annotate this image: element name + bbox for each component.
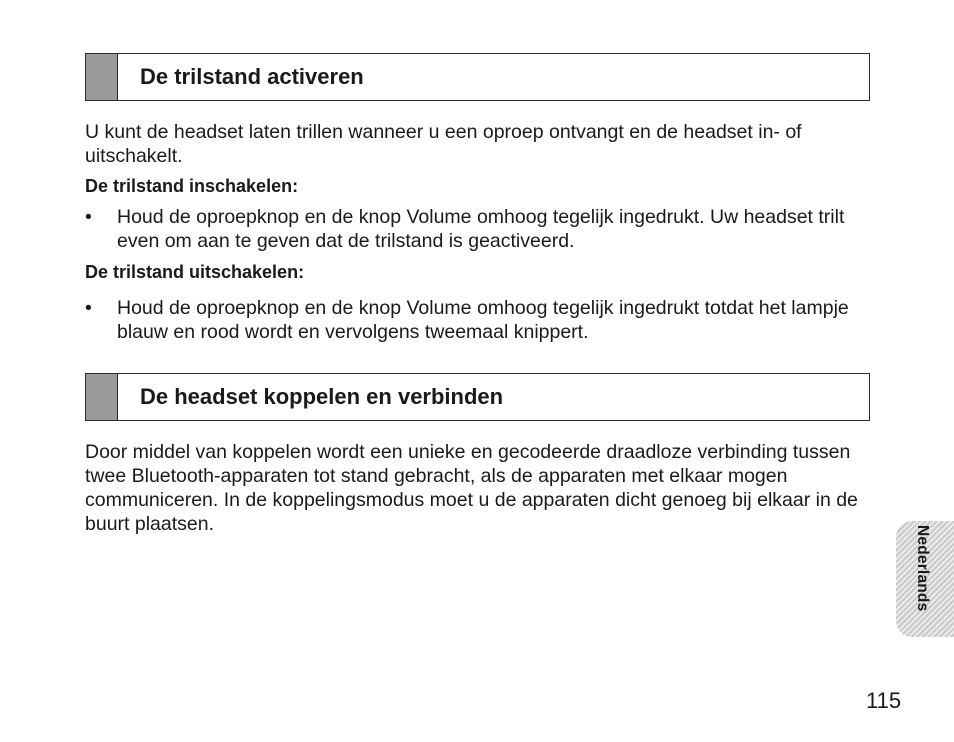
language-tab [896,521,954,637]
section-intro: Door middel van koppelen wordt een unieke en gecodeerde draadloze verbinding tussen twee Bluetooth-apparaten tot stand gebracht, als de apparaten met elkaar mogen communiceren. In de koppelingsmodus moet u de apparaten dicht genoeg bij elkaar in de buurt plaatsen. [85,441,858,535]
section-title: De headset koppelen en verbinden [140,384,504,409]
subheading-disable: De trilstand uitschakelen: [85,262,305,282]
list-item-text: Houd de oproepknop en de knop Volume omhoog tegelijk ingedrukt totdat het lampje blauw en rood wordt en vervolgens tweemaal knippert. [117,297,849,343]
bullet-icon: • [85,206,92,228]
section-header-vibrate [85,53,870,101]
section-marker [86,374,118,420]
section-intro: U kunt de headset laten trillen wanneer u een oproep ontvangt en de headset in- of uitschakelt. [85,121,802,167]
subheading-enable: De trilstand inschakelen: [85,176,299,196]
section-title: De trilstand activeren [140,64,364,89]
language-tab-label: Nederlands [914,525,931,612]
page-number: 115 [866,688,902,713]
bullet-icon: • [85,297,92,319]
section-marker [86,54,118,100]
section-header-pairing [85,373,870,421]
list-item-text: Houd de oproepknop en de knop Volume omhoog tegelijk ingedrukt. Uw headset trilt even om aan te geven dat de trilstand is geactiveerd. [117,206,845,252]
